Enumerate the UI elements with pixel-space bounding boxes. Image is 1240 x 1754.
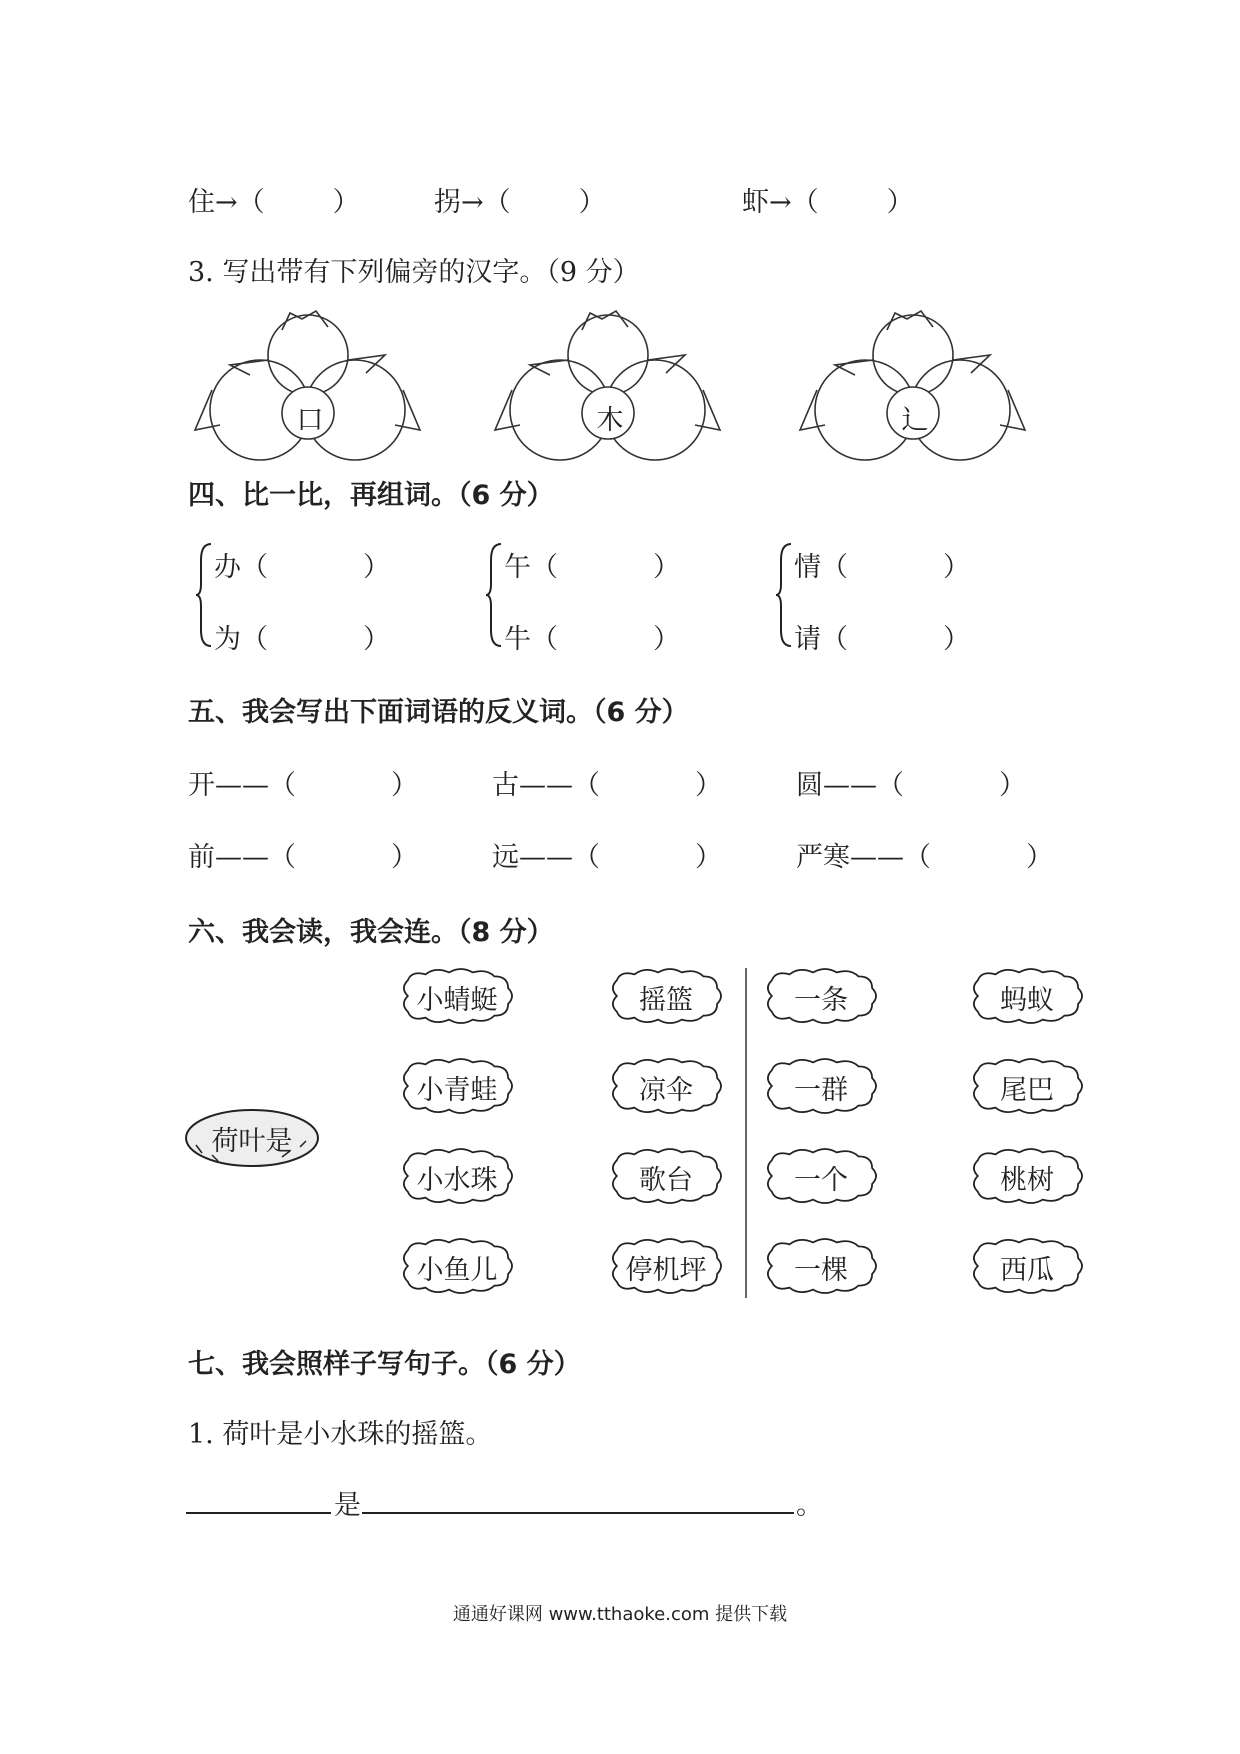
cloud-col2-3[interactable] (607, 1145, 725, 1207)
top-item-2: 拐→（ ） (434, 187, 606, 218)
cloud-label: 桃树 (1000, 1165, 1054, 1196)
antonym-2: 古——（ ） (492, 770, 722, 801)
cloud-label: 小鱼儿 (416, 1255, 498, 1286)
blank-1[interactable] (186, 1512, 331, 1514)
pair-3-a: 情（ ） (794, 552, 970, 583)
pair-3-b: 请（ ） (794, 624, 970, 655)
cloud-col2-4[interactable] (607, 1235, 725, 1297)
cloud-label: 摇篮 (639, 985, 693, 1016)
cloud-heye[interactable] (182, 1105, 322, 1171)
cloud-label: 小青蛙 (416, 1075, 498, 1106)
sentence-end: 。 (796, 1490, 823, 1521)
cloud-col3-2[interactable] (762, 1055, 880, 1117)
cloud-col4-1[interactable] (968, 965, 1086, 1027)
cloud-label: 小水珠 (416, 1165, 498, 1196)
footer: 通通好课网 www.tthaoke.com 提供下载 (452, 1604, 788, 1625)
cloud-label: 小蜻蜓 (416, 985, 498, 1016)
q3-title: 3. 写出带有下列偏旁的汉字。（9 分） (188, 257, 640, 288)
antonym-5: 远——（ ） (492, 842, 722, 873)
cloud-col1-2[interactable] (398, 1055, 516, 1117)
cloud-label: 一棵 (794, 1255, 848, 1286)
cloud-col2-2[interactable] (607, 1055, 725, 1117)
top-item-1: 住→（ ） (188, 187, 360, 218)
example-sentence: 1. 荷叶是小水珠的摇篮。 (188, 1419, 493, 1450)
section-7-title: 七、我会照样子写句子。（6 分） (188, 1349, 581, 1380)
radical-2: 木 (596, 405, 624, 436)
cloud-col1-3[interactable] (398, 1145, 516, 1207)
section-6-title: 六、我会读，我会连。（8 分） (188, 917, 554, 948)
divider (745, 968, 747, 1298)
pair-2-b: 牛（ ） (504, 624, 680, 655)
antonym-1: 开——（ ） (188, 770, 418, 801)
cloud-label: 西瓜 (1000, 1255, 1054, 1286)
cloud-col4-3[interactable] (968, 1145, 1086, 1207)
radical-3: 辶 (901, 405, 929, 436)
antonym-3: 圆——（ ） (796, 770, 1026, 801)
cloud-label: 凉伞 (639, 1075, 693, 1106)
blank-2[interactable] (362, 1512, 794, 1514)
cloud-col4-4[interactable] (968, 1235, 1086, 1297)
cloud-label: 停机坪 (625, 1255, 707, 1286)
cloud-col3-1[interactable] (762, 965, 880, 1027)
top-item-3: 虾→（ ） (742, 187, 914, 218)
cloud-label: 蚂蚁 (1000, 985, 1054, 1016)
cloud-label: 一群 (794, 1075, 848, 1106)
cloud-heye-label: 荷叶是 (211, 1126, 293, 1157)
radical-flowers (190, 305, 1070, 465)
cloud-col3-3[interactable] (762, 1145, 880, 1207)
brace-2 (485, 540, 505, 650)
brace-1 (195, 540, 215, 650)
cloud-label: 歌台 (639, 1165, 693, 1196)
cloud-col1-1[interactable] (398, 965, 516, 1027)
cloud-col3-4[interactable] (762, 1235, 880, 1297)
pair-1-b: 为（ ） (214, 624, 390, 655)
cloud-label: 一条 (794, 985, 848, 1016)
section-5-title: 五、我会写出下面词语的反义词。（6 分） (188, 697, 689, 728)
antonym-4: 前——（ ） (188, 842, 418, 873)
antonym-6: 严寒——（ ） (796, 842, 1053, 873)
cloud-col4-2[interactable] (968, 1055, 1086, 1117)
sentence-mid: 是 (334, 1490, 361, 1521)
brace-3 (775, 540, 795, 650)
section-4-title: 四、比一比，再组词。（6 分） (188, 480, 554, 511)
pair-1-a: 办（ ） (214, 552, 390, 583)
pair-2-a: 午（ ） (504, 552, 680, 583)
cloud-label: 一个 (794, 1165, 848, 1196)
radical-1: 口 (296, 405, 324, 436)
cloud-col1-4[interactable] (398, 1235, 516, 1297)
cloud-col2-1[interactable] (607, 965, 725, 1027)
cloud-label: 尾巴 (1000, 1075, 1054, 1106)
